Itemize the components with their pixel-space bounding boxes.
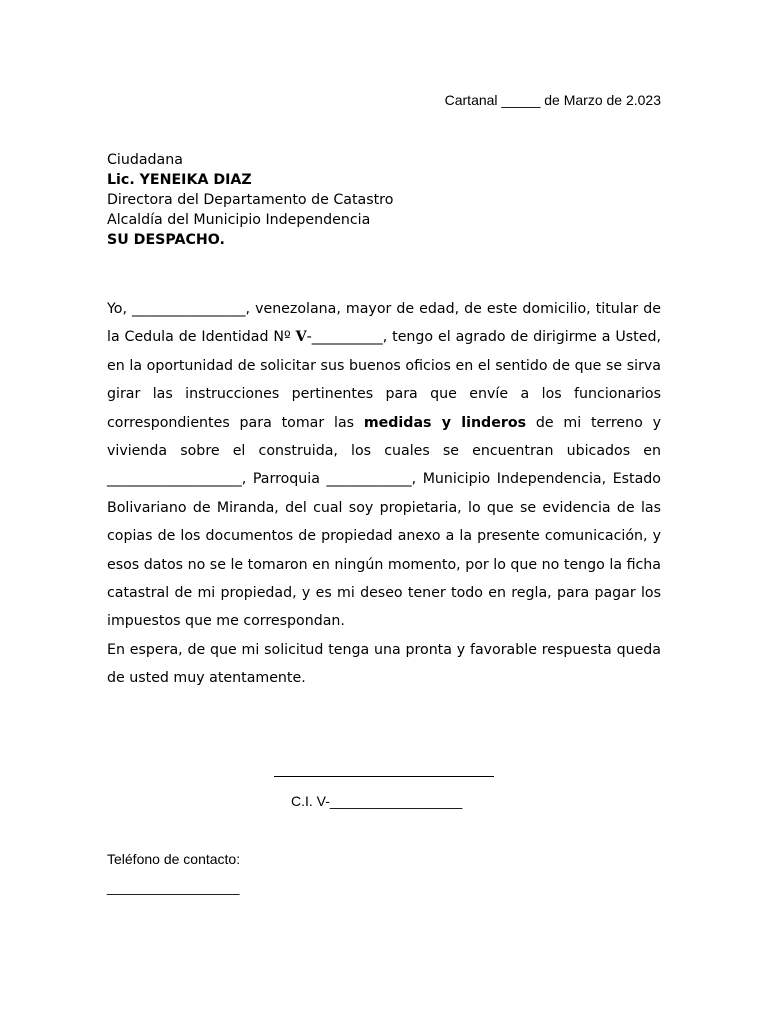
body-p1-part-b: -__________, tengo el agrado de dirigirme a Usted, en la oportunidad de solicitar sus buenos oficios en el sentido de que se sirva girar las instrucciones pertinentes para que envíe a los funcionarios correspondientes para tomar las — [107, 329, 661, 431]
recipient-closing: SU DESPACHO. — [107, 232, 225, 248]
body-paragraph-1 — [107, 295, 661, 636]
signature-ci-line: C.I. V-_________________ — [291, 793, 463, 809]
recipient-title: Directora del Departamento de Catastro — [107, 192, 394, 208]
body-paragraph-2: En espera, de que mi solicitud tenga una pronta y favorable respuesta queda de usted muy atentamente. — [107, 641, 661, 687]
contact-phone-label: Teléfono de contacto: — [107, 851, 241, 867]
contact-phone-blank: _________________ — [107, 879, 240, 895]
body-p1-bold-phrase: medidas y linderos — [363, 414, 527, 431]
recipient-salutation: Ciudadana — [107, 152, 183, 168]
recipient-block — [107, 150, 667, 250]
signature-line — [274, 762, 494, 777]
body-p1-part-a: Yo, ________________, venezolana, mayor de edad, de este domicilio, titular de la Cedula de Identidad Nº — [107, 301, 661, 346]
recipient-name: Lic. YENEIKA DIAZ — [107, 172, 252, 188]
letter-body — [107, 295, 661, 693]
body-p1-part-c: de mi terreno y vivienda sobre el construida, los cuales se encuentran ubicados en ___________________, Parroquia ____________, Municipio Independencia, Estado Bolivariano de Miranda, del cual soy propietaria, lo que se evidencia de las copias de los documentos de propiedad anexo a la presente comunicación, y esos datos no se le tomaron en ningún momento, por lo que no tengo la ficha catastral de mi propiedad, y es mi deseo tener todo en regla, para pagar los impuestos que me correspondan. — [107, 414, 661, 630]
recipient-institution: Alcaldía del Municipio Independencia — [107, 212, 371, 228]
date-line: Cartanal _____ de Marzo de 2.023 — [444, 92, 661, 108]
body-p1-v-letter: V — [295, 329, 307, 346]
